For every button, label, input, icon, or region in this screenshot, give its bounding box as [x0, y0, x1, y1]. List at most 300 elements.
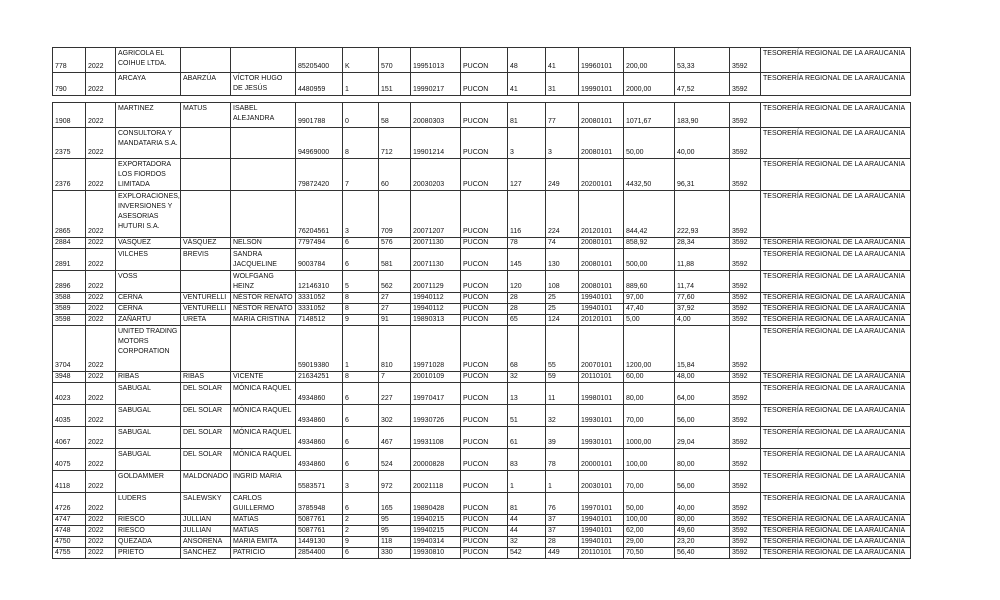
cell-amount-b: 47,52: [675, 73, 730, 96]
cell-amount-b: 56,00: [675, 405, 730, 427]
cell-period: 19940101: [579, 537, 624, 548]
cell-period: 19960101: [579, 48, 624, 73]
cell-rut: 7148512: [296, 315, 343, 326]
cell-field-b: 28: [508, 304, 546, 315]
cell-field-b: 41: [508, 73, 546, 96]
cell-date: 19931108: [411, 427, 461, 449]
cell-office: TESORERÍA REGIONAL DE LA ARAUCANIA: [761, 103, 911, 128]
cell-field-c: 31: [546, 73, 579, 96]
cell-date: 20010109: [411, 372, 461, 383]
cell-rol: 4075: [53, 449, 86, 471]
cell-field-a: 118: [379, 537, 411, 548]
cell-rut: 4934860: [296, 427, 343, 449]
cell-amount-b: 4,00: [675, 315, 730, 326]
cell-check-digit: 9: [343, 315, 379, 326]
cell-second-surname: ANSORENA: [181, 537, 231, 548]
cell-date: 20021118: [411, 471, 461, 493]
cell-period: 19930101: [579, 427, 624, 449]
cell-code: 3592: [730, 427, 761, 449]
cell-amount: 50,00: [624, 128, 675, 159]
cell-field-b: 83: [508, 449, 546, 471]
cell-commune: PUCON: [461, 449, 508, 471]
table-row: [53, 293, 911, 304]
cell-amount-b: 80,00: [675, 515, 730, 526]
cell-date: 20071130: [411, 249, 461, 271]
cell-field-b: 116: [508, 191, 546, 238]
cell-year: 2022: [86, 405, 116, 427]
cell-second-surname: BREVIS: [181, 249, 231, 271]
cell-office: TESORERÍA REGIONAL DE LA ARAUCANIA: [761, 159, 911, 191]
cell-surname-or-company: SABUGAL: [116, 449, 181, 471]
cell-second-surname: DEL SOLAR: [181, 405, 231, 427]
cell-date: 20000828: [411, 449, 461, 471]
cell-rut: 85205400: [296, 48, 343, 73]
cell-rol: 2376: [53, 159, 86, 191]
cell-field-c: 25: [546, 293, 579, 304]
cell-code: 3592: [730, 515, 761, 526]
cell-office: TESORERÍA REGIONAL DE LA ARAUCANIA: [761, 383, 911, 405]
cell-year: 2022: [86, 449, 116, 471]
cell-amount: 5,00: [624, 315, 675, 326]
cell-given-names: ISABEL ALEJANDRA: [231, 103, 296, 128]
cell-year: 2022: [86, 471, 116, 493]
cell-field-a: 227: [379, 383, 411, 405]
cell-field-b: 32: [508, 537, 546, 548]
cell-field-a: 302: [379, 405, 411, 427]
cell-check-digit: K: [343, 48, 379, 73]
cell-given-names: MATIAS: [231, 515, 296, 526]
cell-year: 2022: [86, 493, 116, 515]
cell-commune: PUCON: [461, 304, 508, 315]
cell-office: TESORERÍA REGIONAL DE LA ARAUCANIA: [761, 315, 911, 326]
cell-year: 2022: [86, 372, 116, 383]
cell-period: 20080101: [579, 249, 624, 271]
table-row: [53, 326, 911, 372]
cell-field-c: 37: [546, 526, 579, 537]
cell-amount: 50,00: [624, 493, 675, 515]
cell-second-surname: JULLIAN: [181, 515, 231, 526]
cell-date: 19970417: [411, 383, 461, 405]
cell-second-surname: MATUS: [181, 103, 231, 128]
records-table-main: [52, 102, 911, 559]
cell-commune: PUCON: [461, 383, 508, 405]
cell-rol: 2891: [53, 249, 86, 271]
cell-field-b: 145: [508, 249, 546, 271]
cell-commune: PUCON: [461, 537, 508, 548]
cell-amount: 70,50: [624, 548, 675, 559]
cell-check-digit: 2: [343, 526, 379, 537]
cell-office: TESORERÍA REGIONAL DE LA ARAUCANIA: [761, 548, 911, 559]
cell-rut: 7797494: [296, 238, 343, 249]
cell-field-c: 3: [546, 128, 579, 159]
cell-field-a: 91: [379, 315, 411, 326]
table-row: [53, 405, 911, 427]
cell-field-c: 78: [546, 449, 579, 471]
cell-year: 2022: [86, 537, 116, 548]
cell-surname-or-company: LUDERS: [116, 493, 181, 515]
cell-given-names: MÓNICA RAQUEL: [231, 405, 296, 427]
table-row: [53, 427, 911, 449]
cell-year: 2022: [86, 73, 116, 96]
cell-second-surname: [181, 191, 231, 238]
cell-date: 19930726: [411, 405, 461, 427]
cell-office: TESORERÍA REGIONAL DE LA ARAUCANIA: [761, 238, 911, 249]
cell-field-c: 124: [546, 315, 579, 326]
cell-rol: 4747: [53, 515, 86, 526]
cell-year: 2022: [86, 48, 116, 73]
table-row: [53, 383, 911, 405]
records-table-top: [52, 47, 911, 96]
cell-surname-or-company: ARCAYA: [116, 73, 181, 96]
cell-date: 20071130: [411, 238, 461, 249]
cell-code: 3592: [730, 526, 761, 537]
cell-field-c: 130: [546, 249, 579, 271]
cell-amount: 62,00: [624, 526, 675, 537]
cell-given-names: [231, 159, 296, 191]
cell-period: 20000101: [579, 449, 624, 471]
cell-commune: PUCON: [461, 405, 508, 427]
cell-given-names: INGRID MARIA: [231, 471, 296, 493]
cell-date: 19940112: [411, 304, 461, 315]
table-row: [53, 48, 911, 73]
cell-field-b: 44: [508, 526, 546, 537]
cell-rol: 3588: [53, 293, 86, 304]
cell-amount-b: 49,60: [675, 526, 730, 537]
cell-amount-b: 37,92: [675, 304, 730, 315]
cell-given-names: NÉSTOR RENATO: [231, 293, 296, 304]
cell-second-surname: VÁSQUEZ: [181, 238, 231, 249]
table-row: [53, 238, 911, 249]
cell-period: 20200101: [579, 159, 624, 191]
cell-code: 3592: [730, 493, 761, 515]
cell-code: 3592: [730, 304, 761, 315]
cell-year: 2022: [86, 383, 116, 405]
cell-field-a: 95: [379, 515, 411, 526]
cell-check-digit: 5: [343, 271, 379, 293]
cell-date: 19890313: [411, 315, 461, 326]
cell-field-a: 712: [379, 128, 411, 159]
cell-date: 19990217: [411, 73, 461, 96]
cell-year: 2022: [86, 515, 116, 526]
cell-code: 3592: [730, 48, 761, 73]
cell-given-names: MATIAS: [231, 526, 296, 537]
cell-amount-b: 48,00: [675, 372, 730, 383]
cell-rol: 4755: [53, 548, 86, 559]
cell-commune: PUCON: [461, 293, 508, 304]
cell-field-b: 44: [508, 515, 546, 526]
cell-office: TESORERÍA REGIONAL DE LA ARAUCANIA: [761, 128, 911, 159]
cell-commune: PUCON: [461, 493, 508, 515]
table-row: [53, 128, 911, 159]
cell-rut: 1449130: [296, 537, 343, 548]
cell-second-surname: JULLIAN: [181, 526, 231, 537]
table-row: [53, 191, 911, 238]
cell-field-a: 581: [379, 249, 411, 271]
cell-surname-or-company: SABUGAL: [116, 383, 181, 405]
cell-given-names: MÓNICA RAQUEL: [231, 383, 296, 405]
cell-office: TESORERÍA REGIONAL DE LA ARAUCANIA: [761, 372, 911, 383]
cell-period: 20120101: [579, 315, 624, 326]
cell-amount: 70,00: [624, 405, 675, 427]
table-row: [53, 249, 911, 271]
cell-period: 19970101: [579, 493, 624, 515]
cell-second-surname: DEL SOLAR: [181, 449, 231, 471]
cell-field-c: 449: [546, 548, 579, 559]
cell-year: 2022: [86, 159, 116, 191]
cell-surname-or-company: RIESCO: [116, 526, 181, 537]
cell-commune: PUCON: [461, 326, 508, 372]
cell-amount-b: 56,00: [675, 471, 730, 493]
cell-field-a: 7: [379, 372, 411, 383]
cell-rut: 9901788: [296, 103, 343, 128]
cell-period: 20080101: [579, 103, 624, 128]
cell-rol: 3704: [53, 326, 86, 372]
cell-rut: 76204561: [296, 191, 343, 238]
cell-field-a: 570: [379, 48, 411, 73]
cell-rut: 94969000: [296, 128, 343, 159]
cell-date: 19890428: [411, 493, 461, 515]
cell-field-c: 28: [546, 537, 579, 548]
cell-check-digit: 6: [343, 548, 379, 559]
cell-amount: 60,00: [624, 372, 675, 383]
cell-rol: 2896: [53, 271, 86, 293]
cell-field-a: 576: [379, 238, 411, 249]
cell-check-digit: 8: [343, 128, 379, 159]
cell-commune: PUCON: [461, 159, 508, 191]
cell-rol: 4750: [53, 537, 86, 548]
cell-check-digit: 1: [343, 73, 379, 96]
cell-field-b: 81: [508, 103, 546, 128]
table-row: [53, 449, 911, 471]
cell-date: 20080303: [411, 103, 461, 128]
cell-rol: 778: [53, 48, 86, 73]
cell-second-surname: VENTURELLI: [181, 304, 231, 315]
cell-surname-or-company: RIBAS: [116, 372, 181, 383]
cell-surname-or-company: CERNA: [116, 304, 181, 315]
cell-commune: PUCON: [461, 128, 508, 159]
cell-amount-b: 64,00: [675, 383, 730, 405]
cell-check-digit: 6: [343, 449, 379, 471]
cell-year: 2022: [86, 238, 116, 249]
cell-surname-or-company: MARTINEZ: [116, 103, 181, 128]
cell-field-a: 524: [379, 449, 411, 471]
cell-amount: 1000,00: [624, 427, 675, 449]
cell-surname-or-company: PRIETO: [116, 548, 181, 559]
cell-year: 2022: [86, 526, 116, 537]
cell-commune: PUCON: [461, 48, 508, 73]
cell-field-b: 81: [508, 493, 546, 515]
cell-code: 3592: [730, 405, 761, 427]
cell-office: TESORERÍA REGIONAL DE LA ARAUCANIA: [761, 271, 911, 293]
cell-period: 20070101: [579, 326, 624, 372]
cell-period: 20110101: [579, 372, 624, 383]
cell-second-surname: SALEWSKY: [181, 493, 231, 515]
cell-code: 3592: [730, 73, 761, 96]
cell-code: 3592: [730, 249, 761, 271]
cell-office: TESORERÍA REGIONAL DE LA ARAUCANIA: [761, 449, 911, 471]
cell-given-names: MÓNICA RAQUEL: [231, 427, 296, 449]
cell-check-digit: 6: [343, 238, 379, 249]
cell-amount: 889,60: [624, 271, 675, 293]
cell-given-names: SANDRA JACQUELINE: [231, 249, 296, 271]
cell-field-c: 39: [546, 427, 579, 449]
cell-check-digit: 8: [343, 372, 379, 383]
cell-office: TESORERÍA REGIONAL DE LA ARAUCANIA: [761, 493, 911, 515]
cell-given-names: MARIA CRISTINA: [231, 315, 296, 326]
cell-surname-or-company: AGRICOLA EL COIHUE LTDA.: [116, 48, 181, 73]
cell-field-b: 1: [508, 471, 546, 493]
cell-office: TESORERÍA REGIONAL DE LA ARAUCANIA: [761, 304, 911, 315]
cell-commune: PUCON: [461, 238, 508, 249]
cell-check-digit: 8: [343, 293, 379, 304]
cell-commune: PUCON: [461, 526, 508, 537]
cell-amount-b: 96,31: [675, 159, 730, 191]
cell-field-b: 78: [508, 238, 546, 249]
cell-period: 20030101: [579, 471, 624, 493]
cell-code: 3592: [730, 293, 761, 304]
cell-field-c: 55: [546, 326, 579, 372]
table-row: [53, 526, 911, 537]
cell-rut: 4480959: [296, 73, 343, 96]
cell-amount-b: 56,40: [675, 548, 730, 559]
cell-given-names: NELSON: [231, 238, 296, 249]
cell-check-digit: 6: [343, 493, 379, 515]
cell-year: 2022: [86, 326, 116, 372]
cell-office: TESORERÍA REGIONAL DE LA ARAUCANIA: [761, 537, 911, 548]
cell-date: 19901214: [411, 128, 461, 159]
cell-year: 2022: [86, 427, 116, 449]
cell-period: 19940101: [579, 304, 624, 315]
cell-period: 20080101: [579, 238, 624, 249]
cell-office: TESORERÍA REGIONAL DE LA ARAUCANIA: [761, 526, 911, 537]
cell-amount-b: 28,34: [675, 238, 730, 249]
cell-field-c: 25: [546, 304, 579, 315]
cell-field-a: 95: [379, 526, 411, 537]
cell-year: 2022: [86, 103, 116, 128]
cell-given-names: [231, 191, 296, 238]
cell-period: 20080101: [579, 128, 624, 159]
cell-field-c: 41: [546, 48, 579, 73]
cell-second-surname: URETA: [181, 315, 231, 326]
cell-period: 20120101: [579, 191, 624, 238]
cell-rol: 4726: [53, 493, 86, 515]
cell-amount: 2000,00: [624, 73, 675, 96]
cell-rol: 4748: [53, 526, 86, 537]
cell-field-b: 127: [508, 159, 546, 191]
cell-rut: 21634251: [296, 372, 343, 383]
cell-surname-or-company: VASQUEZ: [116, 238, 181, 249]
cell-amount: 844,42: [624, 191, 675, 238]
cell-surname-or-company: RIESCO: [116, 515, 181, 526]
cell-office: TESORERÍA REGIONAL DE LA ARAUCANIA: [761, 326, 911, 372]
cell-field-c: 32: [546, 405, 579, 427]
cell-commune: PUCON: [461, 372, 508, 383]
cell-check-digit: 7: [343, 159, 379, 191]
cell-amount-b: 23,20: [675, 537, 730, 548]
cell-commune: PUCON: [461, 73, 508, 96]
cell-field-c: 11: [546, 383, 579, 405]
cell-field-c: 76: [546, 493, 579, 515]
cell-amount-b: 40,00: [675, 128, 730, 159]
cell-field-a: 972: [379, 471, 411, 493]
cell-rol: 1908: [53, 103, 86, 128]
cell-code: 3592: [730, 383, 761, 405]
cell-date: 20030203: [411, 159, 461, 191]
cell-rol: 3948: [53, 372, 86, 383]
cell-year: 2022: [86, 293, 116, 304]
cell-rut: 79872420: [296, 159, 343, 191]
cell-rut: 4934860: [296, 405, 343, 427]
table-row: [53, 372, 911, 383]
cell-given-names: PATRICIO: [231, 548, 296, 559]
cell-amount: 1200,00: [624, 326, 675, 372]
cell-rol: 4035: [53, 405, 86, 427]
cell-period: 19940101: [579, 526, 624, 537]
cell-office: TESORERÍA REGIONAL DE LA ARAUCANIA: [761, 515, 911, 526]
cell-amount: 97,00: [624, 293, 675, 304]
cell-field-b: 13: [508, 383, 546, 405]
cell-rut: 3331052: [296, 304, 343, 315]
cell-commune: PUCON: [461, 271, 508, 293]
cell-date: 19940112: [411, 293, 461, 304]
cell-second-surname: [181, 271, 231, 293]
cell-field-a: 709: [379, 191, 411, 238]
table-row: [53, 304, 911, 315]
cell-year: 2022: [86, 249, 116, 271]
cell-amount: 80,00: [624, 383, 675, 405]
table-row: [53, 271, 911, 293]
cell-given-names: MÓNICA RAQUEL: [231, 449, 296, 471]
cell-check-digit: 3: [343, 471, 379, 493]
cell-surname-or-company: EXPORTADORA LOS FIORDOS LIMITADA: [116, 159, 181, 191]
cell-code: 3592: [730, 271, 761, 293]
cell-period: 20080101: [579, 271, 624, 293]
cell-second-surname: ABARZÚA: [181, 73, 231, 96]
cell-code: 3592: [730, 449, 761, 471]
cell-rut: 5087761: [296, 526, 343, 537]
table-row: [53, 73, 911, 96]
cell-code: 3592: [730, 159, 761, 191]
cell-amount-b: 29,04: [675, 427, 730, 449]
cell-amount-b: 11,88: [675, 249, 730, 271]
cell-amount: 500,00: [624, 249, 675, 271]
cell-period: 19980101: [579, 383, 624, 405]
cell-code: 3592: [730, 191, 761, 238]
cell-field-b: 3: [508, 128, 546, 159]
cell-commune: PUCON: [461, 249, 508, 271]
cell-amount: 1071,67: [624, 103, 675, 128]
cell-year: 2022: [86, 304, 116, 315]
cell-code: 3592: [730, 103, 761, 128]
cell-field-a: 151: [379, 73, 411, 96]
cell-given-names: [231, 128, 296, 159]
cell-code: 3592: [730, 315, 761, 326]
cell-period: 19930101: [579, 405, 624, 427]
cell-field-b: 68: [508, 326, 546, 372]
cell-surname-or-company: UNITED TRADING MOTORS CORPORATION: [116, 326, 181, 372]
cell-date: 19930810: [411, 548, 461, 559]
cell-second-surname: [181, 48, 231, 73]
cell-year: 2022: [86, 191, 116, 238]
cell-code: 3592: [730, 471, 761, 493]
cell-office: TESORERÍA REGIONAL DE LA ARAUCANIA: [761, 191, 911, 238]
cell-amount-b: 15,84: [675, 326, 730, 372]
cell-field-a: 60: [379, 159, 411, 191]
cell-check-digit: 1: [343, 326, 379, 372]
cell-code: 3592: [730, 128, 761, 159]
cell-field-a: 165: [379, 493, 411, 515]
cell-surname-or-company: GOLDAMMER: [116, 471, 181, 493]
